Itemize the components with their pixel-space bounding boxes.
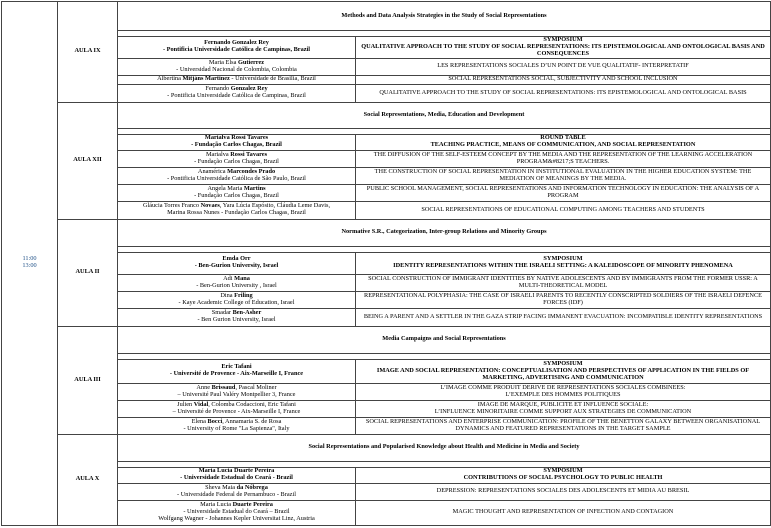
session-theme: Social Representations and Popularised Knowledge about Health and Medicine in Media and Society [118, 434, 771, 461]
schedule-table [1, 1, 771, 526]
title-cell: ROUND TABLE TEACHING PRACTICE, MEANS OF COMMUNICATION, AND SOCIAL REPRESENTATION [356, 134, 771, 150]
presenter-cell: Anne Brissaud, Pascal Moliner – Université Paul Valéry Montpellier 3, France [118, 383, 356, 400]
presenter-cell: Smadar Ben-Asher - Ben Gurion University, Israel [118, 308, 356, 326]
title-cell: REPRESENTATIONAL POLYPHASIA: THE CASE OF ISRAELI PARENTS TO RECENTLY CONSCRIPTED SOLDIERS OF THE ISRAELI DEFENCE FORCES (IDF) [356, 291, 771, 308]
title-cell: SYMPOSIUM IDENTITY REPRESENTATIONS WITHIN THE ISRAELI SETTING: A KALEIDOSCOPE OF MINORITY PHENOMENA [356, 252, 771, 274]
title-cell: SYMPOSIUM QUALITATIVE APPROACH TO THE STUDY OF SOCIAL REPRESENTATIONS: ITS EPISTEMOLOGICAL AND ONTOLOGICAL BASIS AND CONSEQUENCES [356, 37, 771, 59]
title-cell: SOCIAL REPRESENTATIONS SOCIAL, SUBJECTIVITY AND SCHOOL INCLUSION [356, 75, 771, 84]
presenter-cell: Eric Tafani - Université de Provence - Aix-Marseille I, France [118, 359, 356, 383]
time-end: 13:00 [22, 262, 37, 270]
presenter-cell: Emda Orr - Ben-Gurion University, Israel [118, 252, 356, 274]
session-theme: Media Campaigns and Social Representations [118, 326, 771, 353]
presenter-cell: Adi Mana - Ben-Gurion University , Israel [118, 274, 356, 291]
aula-label: AULA XII [58, 102, 118, 219]
presenter-cell: Sheva Maia da Nóbrega - Universidade Federal de Pernambuco - Brazil [118, 483, 356, 500]
time-start: 11:00 [22, 255, 37, 263]
title-cell: THE DIFFUSION OF THE SELF-ESTEEM CONCEPT BY THE MEDIA AND THE REPRESENTATION OF THE LEARNING ACCELERATION PROGRAM&#8217;S TEACHERS. [356, 150, 771, 167]
title-cell: SYMPOSIUM CONTRIBUTIONS OF SOCIAL PSYCHOLOGY TO PUBLIC HEALTH [356, 467, 771, 483]
presenter-cell: Maria Lucia Duarte Pereira - Universidade Estadual do Ceará - Brazil [118, 467, 356, 483]
presenter-cell: Angela Maria Martins - Fundação Carlos Chagas, Brazil [118, 184, 356, 201]
title-cell: DEPRESSION: REPRESENTATIONS SOCIALES DES ADOLESCENTS ET MIDIA AU BRESIL [356, 483, 771, 500]
session-theme: Normative S.R., Categorization, Inter-group Relations and Minority Groups [118, 219, 771, 246]
time-slot [2, 2, 58, 526]
presenter-cell: Dina Friling - Kaye Academic College of Education, Israel [118, 291, 356, 308]
title-cell: LES REPRESENTATIONS SOCIALES D’UN POINT DE VUE QUALITATIF- INTERPRETATIF [356, 58, 771, 75]
title-cell: SYMPOSIUM IMAGE AND SOCIAL REPRESENTATION: CONCEPTUALISATION AND PERSPECTIVES OF APPLICATION IN THE FIELDS OF MARKETING, ADVERTISING AND COMMUNICATION [356, 359, 771, 383]
presenter-cell: Albertina Mitjáns Martinez - Universidade de Brasilia, Brazil [118, 75, 356, 84]
title-cell: PUBLIC SCHOOL MANAGEMENT, SOCIAL REPRESENTATIONS AND INFORMATION TECHNOLOGY IN EDUCATION: THE ANALYSIS OF A PROGRAM [356, 184, 771, 201]
title-cell: L’IMAGE COMME PRODUIT DERIVE DE REPRESENTATIONS SOCIALES COMBINEES: L’EXEMPLE DES HOMMES POLITIQUES [356, 383, 771, 400]
presenter-cell: Gláucia Torres Franco Novaes, Yara Lúcia Espósito, Cláudia Leme Davis, Marina Rossa Nunes - Fundação Carlos Chagas, Brazil [118, 201, 356, 219]
presenter-cell: Elena Bocci, Annamaria S. de Rosa - University of Rome "La Sapienza", Italy [118, 417, 356, 434]
presenter-cell: Marialva Rossi Tavares - Fundação Carlos Chagas, Brazil [118, 150, 356, 167]
title-cell: QUALITATIVE APPROACH TO THE STUDY OF SOCIAL REPRESENTATIONS: ITS EPISTEMOLOGICAL AND ONTOLOGICAL BASIS [356, 84, 771, 102]
presenter-cell: Maria Elsa Gutierrez - Universidad Nacional de Colombia, Colombia [118, 58, 356, 75]
presenter-cell: Maria Lucia Duarte Pereira - Universidade Estadual do Ceará – Brazil Wolfgang Wagner - Johannes Kepler Universitat Linz, Austria [118, 500, 356, 525]
aula-label: AULA X [58, 434, 118, 525]
presenter-cell: Fernando Gonzalez Rey - Pontificia Universidade Católica de Campinas, Brazil [118, 84, 356, 102]
session-theme: Methods and Data Analysis Strategies in the Study of Social Representations [118, 2, 771, 31]
aula-label: AULA IX [58, 2, 118, 103]
title-cell: SOCIAL REPRESENTATIONS OF EDUCATIONAL COMPUTING AMONG TEACHERS AND STUDENTS [356, 201, 771, 219]
title-cell: MAGIC THOUGHT AND REPRESENTATION OF INFECTION AND CONTAGION [356, 500, 771, 525]
aula-label: AULA III [58, 326, 118, 434]
presenter-cell: Anamérica Marcondes Prado - Pontificia Universidade Católica de São Paulo, Brazil [118, 167, 356, 184]
presenter-cell: Marialva Rossi Tavares - Fundação Carlos Chagas, Brazil [118, 134, 356, 150]
presenter-cell: Fernando Gonzalez Rey - Pontificia Universidade Católica de Campinas, Brazil [118, 37, 356, 59]
aula-label: AULA II [58, 219, 118, 326]
presenter-cell: Julien Vidal, Colomba Codaccioni, Eric Tafani – Université de Provence - Aix-Marseille I, France [118, 400, 356, 417]
title-cell: SOCIAL CONSTRUCTION OF IMMIGRANT IDENTITIES BY NATIVE ADOLESCENTS AND BY IMMIGRANTS FROM THE FORMER USSR: A MULTI-THEORETICAL MODEL [356, 274, 771, 291]
title-cell: SOCIAL REPRESENTATIONS AND ENTERPRISE COMMUNICATION: PROFILE OF THE BENETTON GALAXY BETWEEN ORGANISATIONAL DYNAMICS AND FEATURED REPRESENTATIONS IN THE TARGET SAMPLE [356, 417, 771, 434]
title-cell: THE CONSTRUCTION OF SOCIAL REPRESENTATION IN INSTITUTIONAL EVALUATION IN THE HIGHER EDUCATION SYSTEM: THE MEDIATION OF MEANINGS BY THE MEDIA. [356, 167, 771, 184]
title-cell: IMAGE DE MARQUE, PUBLICITE ET INFLUENCE SOCIALE: L’INFLUENCE MINORITAIRE COMME SUPPORT AUX STRATEGIES DE COMMUNICATION [356, 400, 771, 417]
session-theme: Social Representations, Media, Education and Development [118, 102, 771, 128]
title-cell: BEING A PARENT AND A SETTLER IN THE GAZA STRIP FACING IMMANENT EVACUATION: INCOMPATIBLE IDENTITY REPRESENTATIONS [356, 308, 771, 326]
